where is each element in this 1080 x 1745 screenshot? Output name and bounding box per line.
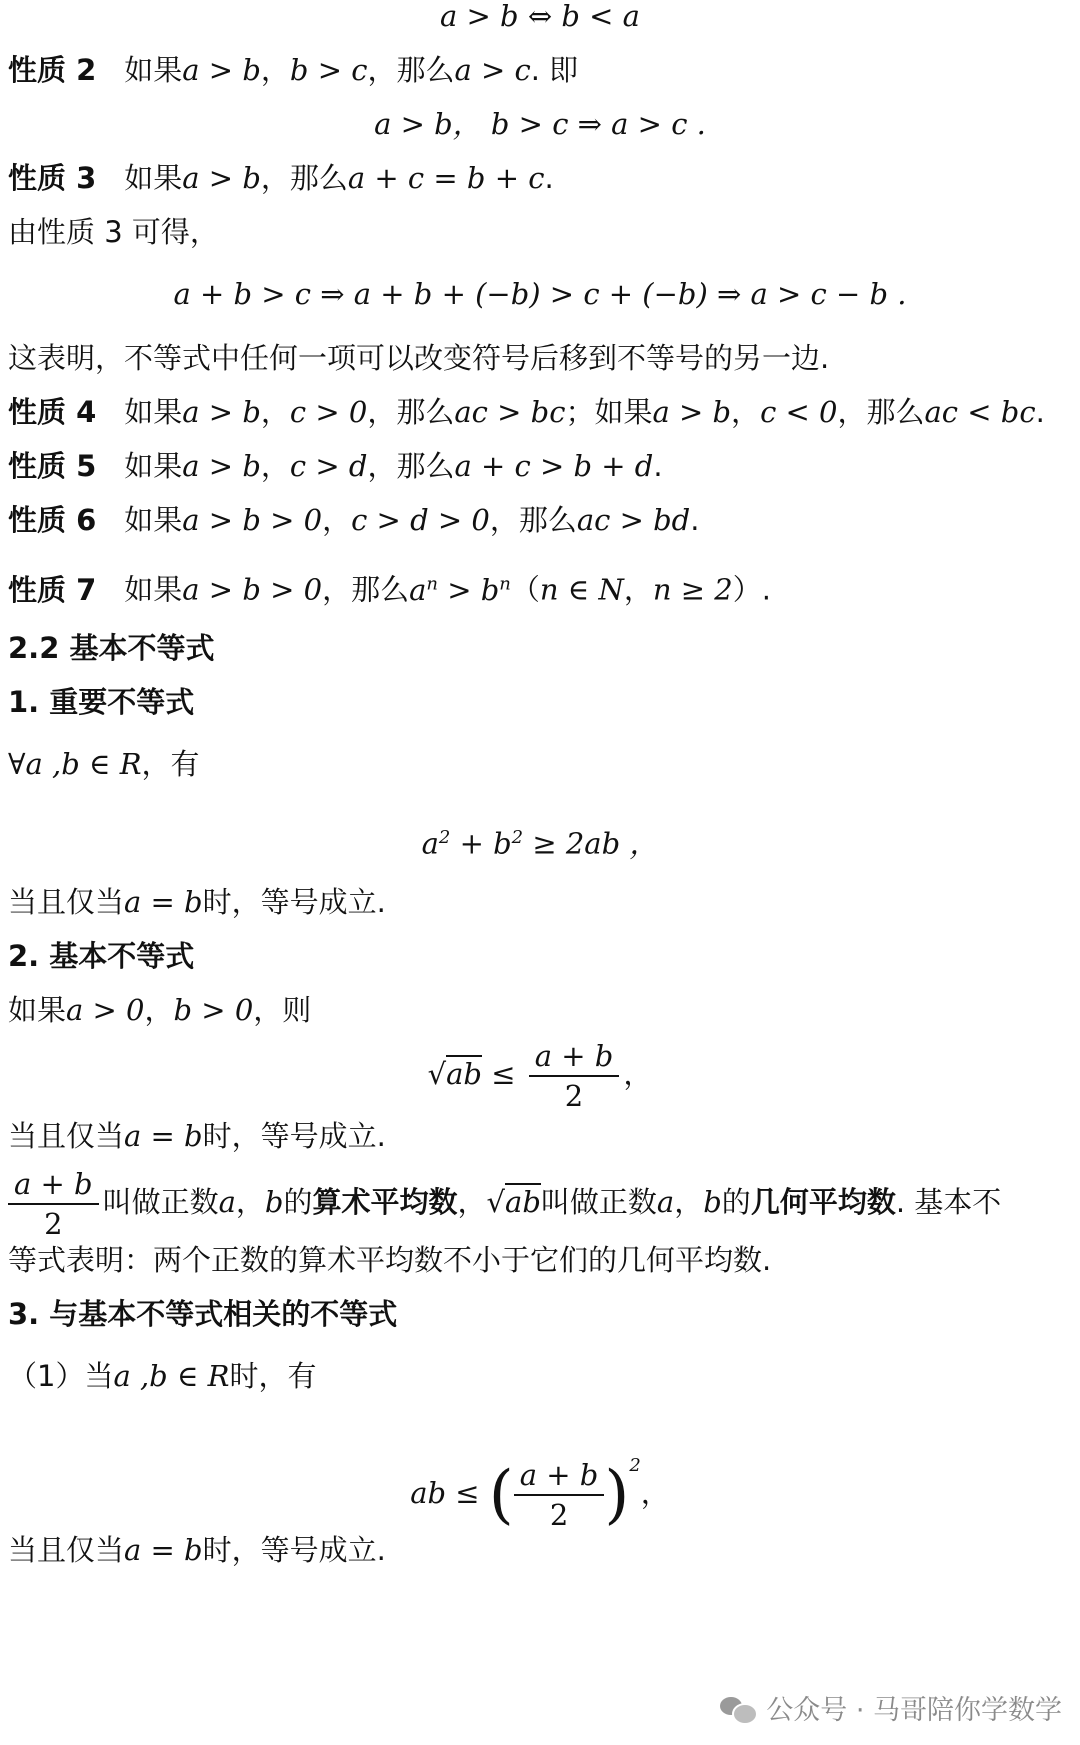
numerator: a + b bbox=[514, 1456, 605, 1496]
equivalence-formula: a > b ⇔ b < a bbox=[440, 0, 640, 33]
from-property-3: 由性质 3 可得， bbox=[8, 215, 219, 249]
property-7 bbox=[8, 564, 771, 610]
arithmetic-mean-term: 算术平均数 bbox=[312, 1185, 458, 1219]
formula: a > b > 0 bbox=[182, 572, 323, 607]
text: 如果 bbox=[124, 503, 183, 537]
property-2-label: 性质 2 bbox=[8, 53, 97, 87]
fraction-a-plus-b-over-2 bbox=[8, 1165, 99, 1243]
text: ， bbox=[322, 503, 352, 537]
property-4-label: 性质 4 bbox=[8, 395, 97, 429]
numerator: a + b bbox=[529, 1037, 620, 1077]
basic-inequality-heading: 2. 基本不等式 bbox=[8, 939, 195, 973]
important-inequality-formula: $a^2 + b^2 \ge 2ab$ ， bbox=[421, 826, 659, 861]
forall-statement bbox=[8, 744, 200, 784]
text: 叫做正数 bbox=[102, 1185, 219, 1219]
text: ；如果 bbox=[565, 395, 653, 429]
property-3 bbox=[8, 158, 554, 198]
formula: c > d > 0 bbox=[351, 503, 490, 537]
text: . bbox=[690, 503, 700, 537]
text: 如果 bbox=[124, 395, 183, 429]
formula: a = b bbox=[124, 1533, 203, 1567]
text: ， bbox=[674, 1185, 704, 1219]
property-5 bbox=[8, 446, 663, 486]
text: ， bbox=[260, 395, 290, 429]
formula: n ∈ N bbox=[539, 572, 624, 607]
formula: a + c > b + d bbox=[454, 449, 654, 483]
important-inequality-heading: 1. 重要不等式 bbox=[8, 685, 195, 719]
denominator: 2 bbox=[549, 1498, 569, 1532]
formula: b bbox=[264, 1185, 284, 1219]
wechat-icon bbox=[720, 1693, 754, 1723]
property-7-label: 性质 7 bbox=[8, 572, 97, 607]
property-2 bbox=[8, 50, 578, 90]
formula: a > c bbox=[454, 53, 531, 87]
basic-condition bbox=[8, 990, 311, 1030]
formula: a = b bbox=[124, 885, 203, 919]
property-6 bbox=[8, 500, 699, 540]
denominator: 2 bbox=[564, 1079, 584, 1113]
formula: ac > bd bbox=[576, 503, 691, 537]
radicand: ab bbox=[446, 1057, 482, 1091]
formula: ∀a ,b ∈ R bbox=[8, 747, 142, 781]
transitivity-formula: a > b， b > c ⇒ a > c . bbox=[374, 107, 706, 141]
formula: b bbox=[703, 1185, 722, 1219]
related-item-1 bbox=[8, 1356, 317, 1396]
power-formula: $a^n > b^n$ bbox=[409, 572, 511, 607]
formula: a bbox=[656, 1185, 675, 1219]
related-inequality-heading: 3. 与基本不等式相关的不等式 bbox=[8, 1297, 398, 1331]
text: 的 bbox=[721, 1185, 751, 1219]
text: 叫做正数 bbox=[540, 1185, 657, 1219]
exponent: 2 bbox=[629, 1455, 641, 1476]
text: 当且仅当 bbox=[8, 1119, 125, 1153]
text: 时，等号成立. bbox=[202, 1533, 386, 1567]
formula: a bbox=[218, 1185, 236, 1219]
right-paren: ) bbox=[604, 1458, 630, 1532]
sqrt-ab: √ab bbox=[486, 1185, 541, 1219]
leq-sign: ≤ bbox=[491, 1057, 516, 1091]
text: 的 bbox=[283, 1185, 313, 1219]
text: ， bbox=[731, 395, 761, 429]
text: . bbox=[1035, 395, 1045, 429]
text: 如果 bbox=[124, 53, 183, 87]
formula: a + c = b + c bbox=[347, 161, 545, 195]
formula: ≥ 2ab ， bbox=[532, 826, 659, 861]
mean-definitions bbox=[8, 1162, 1001, 1243]
text: （ bbox=[510, 572, 540, 607]
equality-condition-2 bbox=[8, 1116, 386, 1156]
formula: b > c bbox=[289, 53, 368, 87]
formula: ac > bc bbox=[454, 395, 566, 429]
mean-conclusion: 等式表明：两个正数的算术平均数不小于它们的几何平均数. bbox=[8, 1243, 772, 1277]
text: ，有 bbox=[141, 747, 200, 781]
text: ，那么 bbox=[489, 503, 577, 537]
text: ，那么 bbox=[837, 395, 925, 429]
text: ， bbox=[260, 53, 290, 87]
radicand: ab bbox=[505, 1185, 541, 1219]
watermark-text: 公众号 · 马哥陪你学数学 bbox=[766, 1695, 1062, 1726]
formula: a > b bbox=[182, 161, 261, 195]
geometric-mean-term: 几何平均数 bbox=[750, 1185, 896, 1219]
formula: c > d bbox=[289, 449, 368, 483]
text: 时，等号成立. bbox=[202, 885, 386, 919]
formula: a > b bbox=[182, 53, 261, 87]
formula: n ≥ 2 bbox=[652, 572, 733, 607]
text: ， bbox=[623, 572, 653, 607]
property-4 bbox=[8, 392, 1045, 432]
text: ，那么 bbox=[322, 572, 410, 607]
formula: c < 0 bbox=[760, 395, 838, 429]
fraction-a-plus-b-over-2 bbox=[514, 1456, 605, 1534]
formula: a ,b ∈ R bbox=[113, 1359, 230, 1393]
text: ， bbox=[457, 1185, 487, 1219]
text: ，那么 bbox=[260, 161, 348, 195]
text: ， bbox=[623, 1057, 653, 1091]
text: 如果 bbox=[124, 161, 183, 195]
text: 当且仅当 bbox=[8, 885, 125, 919]
text: 当且仅当 bbox=[8, 1533, 125, 1567]
text: ，那么 bbox=[367, 449, 455, 483]
text: . bbox=[653, 449, 663, 483]
text: ，那么 bbox=[367, 53, 455, 87]
formula: a > 0 bbox=[66, 993, 145, 1027]
formula: a > b bbox=[182, 449, 261, 483]
formula: b > 0 bbox=[173, 993, 254, 1027]
formula: a > b bbox=[182, 395, 261, 429]
formula: a > b > 0 bbox=[182, 503, 323, 537]
transposition-formula: a + b > c ⇒ a + b + (−b) > c + (−b) ⇒ a > c − b . bbox=[173, 277, 907, 311]
formula: ac < bc bbox=[924, 395, 1036, 429]
denominator: 2 bbox=[44, 1207, 63, 1241]
text: ， bbox=[260, 449, 290, 483]
text: 时，等号成立. bbox=[202, 1119, 386, 1153]
text: 如果 bbox=[124, 572, 183, 607]
formula: c > 0 bbox=[289, 395, 368, 429]
formula: ab ≤ bbox=[410, 1476, 480, 1510]
equality-condition-1 bbox=[8, 882, 386, 922]
text: . 基本不 bbox=[895, 1185, 1002, 1219]
sqrt-ab: √ab bbox=[427, 1057, 482, 1091]
text: . bbox=[544, 161, 554, 195]
text: ， bbox=[144, 993, 174, 1027]
property-6-label: 性质 6 bbox=[8, 503, 97, 537]
text: ，则 bbox=[253, 993, 312, 1027]
text: 如果 bbox=[8, 993, 67, 1027]
text: ， bbox=[235, 1185, 265, 1219]
basic-inequality-formula bbox=[0, 1034, 1080, 1115]
text: （1）当 bbox=[8, 1359, 114, 1393]
watermark bbox=[720, 1688, 1062, 1727]
equality-condition-3 bbox=[8, 1530, 386, 1570]
text: . 即 bbox=[530, 53, 579, 87]
section-2-2-heading: 2.2 基本不等式 bbox=[8, 631, 215, 665]
ab-leq-square-formula bbox=[0, 1416, 1080, 1545]
numerator: a + b bbox=[8, 1165, 99, 1205]
text: ）. bbox=[732, 572, 771, 607]
formula: a > b bbox=[652, 395, 732, 429]
text: 如果 bbox=[124, 449, 183, 483]
property-5-label: 性质 5 bbox=[8, 449, 97, 483]
text: ， bbox=[640, 1476, 670, 1510]
text: ，那么 bbox=[367, 395, 455, 429]
transposition-explanation: 这表明，不等式中任何一项可以改变符号后移到不等号的另一边. bbox=[8, 341, 830, 375]
property-3-label: 性质 3 bbox=[8, 161, 97, 195]
left-paren: ( bbox=[488, 1458, 514, 1532]
text: 时，有 bbox=[229, 1359, 317, 1393]
fraction-a-plus-b-over-2 bbox=[529, 1037, 620, 1115]
formula: a = b bbox=[124, 1119, 203, 1153]
